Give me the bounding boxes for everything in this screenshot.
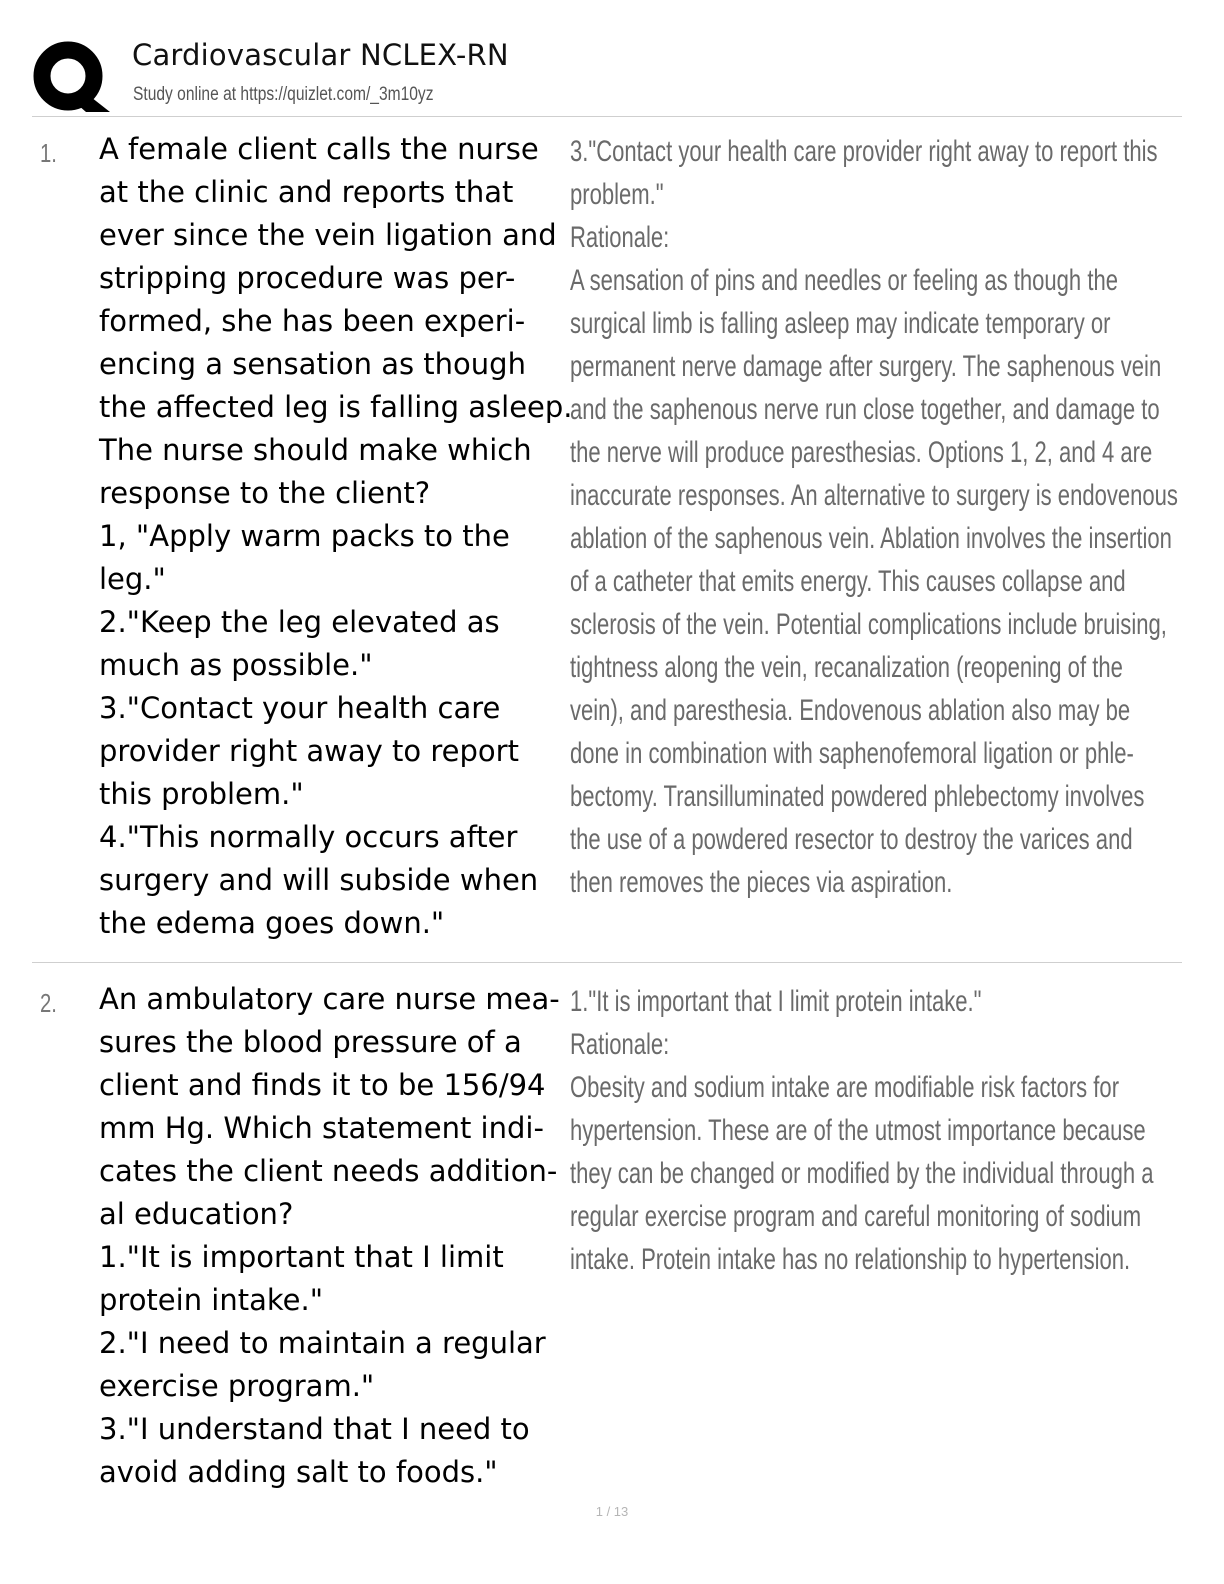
question-line: the edema goes down." (99, 906, 445, 940)
answer-line: permanent nerve damage after surgery. The saphenous vein (570, 350, 1162, 383)
question-line: exercise program." (99, 1369, 375, 1403)
question-line: 2."I need to maintain a regular (99, 1326, 546, 1360)
answer-line: the nerve will produce paresthesias. Options 1, 2, and 4 are (570, 436, 1153, 469)
card-question (99, 978, 569, 1494)
question-line: 1, "Apply warm packs to the (99, 519, 510, 553)
question-line: protein intake." (99, 1283, 324, 1317)
answer-line: 3."Contact your health care provider right away to report this (570, 135, 1158, 168)
question-line: 3."I understand that I need to (99, 1412, 530, 1446)
question-line: An ambulatory care nurse mea- (99, 982, 560, 1016)
document-header (32, 36, 1182, 116)
card-answer (570, 980, 1182, 1281)
question-line: leg." (99, 562, 166, 596)
answer-line: ablation of the saphenous vein. Ablation involves the insertion (570, 522, 1172, 555)
answer-line: surgical limb is falling asleep may indicate temporary or (570, 307, 1111, 340)
question-line: The nurse should make which (99, 433, 532, 467)
question-line: formed, she has been experi- (99, 304, 526, 338)
answer-line: tightness along the vein, recanalization (reopening of the (570, 651, 1123, 684)
question-line: al education? (99, 1197, 294, 1231)
answer-line: the use of a powdered resector to destroy the varices and (570, 823, 1133, 856)
question-line: 4."This normally occurs after (99, 820, 518, 854)
answer-line: regular exercise program and careful monitoring of sodium (570, 1200, 1142, 1233)
question-line: 2."Keep the leg elevated as (99, 605, 500, 639)
question-line: avoid adding salt to foods." (99, 1455, 498, 1489)
answer-line: vein), and paresthesia. Endovenous ablation also may be (570, 694, 1131, 727)
question-line: mm Hg. Which statement indi- (99, 1111, 544, 1145)
answer-line: problem." (570, 178, 664, 211)
answer-line: of a catheter that emits energy. This causes collapse and (570, 565, 1126, 598)
answer-line: Rationale: (570, 1028, 670, 1061)
quizlet-logo-icon (32, 40, 112, 112)
answer-line: inaccurate responses. An alternative to surgery is endovenous (570, 479, 1178, 512)
question-line: the affected leg is falling asleep. (99, 390, 573, 424)
question-line: cates the client needs addition- (99, 1154, 558, 1188)
answer-line: hypertension. These are of the utmost importance because (570, 1114, 1146, 1147)
card-question (99, 128, 573, 945)
header-divider (32, 116, 1182, 117)
study-online-link[interactable]: Study online at https://quizlet.com/_3m10yz (133, 84, 434, 105)
question-line: much as possible." (99, 648, 373, 682)
question-line: stripping procedure was per- (99, 261, 516, 295)
document-title: Cardiovascular NCLEX-RN (132, 38, 509, 72)
question-line: at the clinic and reports that (99, 175, 514, 209)
answer-line: then removes the pieces via aspiration. (570, 866, 953, 899)
card-number: 1. (40, 138, 57, 168)
question-line: sures the blood pressure of a (99, 1025, 522, 1059)
answer-line: they can be changed or modified by the individual through a (570, 1157, 1154, 1190)
answer-line: done in combination with saphenofemoral ligation or phle- (570, 737, 1134, 770)
question-line: response to the client? (99, 476, 431, 510)
answer-line: intake. Protein intake has no relationship to hypertension. (570, 1243, 1131, 1276)
answer-line: Rationale: (570, 221, 670, 254)
card-number: 2. (40, 988, 57, 1018)
question-line: provider right away to report (99, 734, 519, 768)
card-divider (32, 962, 1182, 963)
question-line: this problem." (99, 777, 304, 811)
answer-line: sclerosis of the vein. Potential complications include bruising, (570, 608, 1167, 641)
card-answer (570, 130, 1182, 904)
question-line: 1."It is important that I limit (99, 1240, 504, 1274)
page-number: 1 / 13 (595, 1504, 629, 1519)
question-line: 3."Contact your health care (99, 691, 501, 725)
question-line: ever since the vein ligation and (99, 218, 557, 252)
answer-line: and the saphenous nerve run close together, and damage to (570, 393, 1160, 426)
question-line: surgery and will subside when (99, 863, 539, 897)
answer-line: bectomy. Transilluminated powdered phlebectomy involves (570, 780, 1145, 813)
question-line: client and finds it to be 156/94 (99, 1068, 546, 1102)
question-line: A female client calls the nurse (99, 132, 539, 166)
answer-line: Obesity and sodium intake are modifiable risk factors for (570, 1071, 1120, 1104)
answer-line: 1."It is important that I limit protein intake." (570, 985, 982, 1018)
question-line: encing a sensation as though (99, 347, 526, 381)
answer-line: A sensation of pins and needles or feeling as though the (570, 264, 1118, 297)
